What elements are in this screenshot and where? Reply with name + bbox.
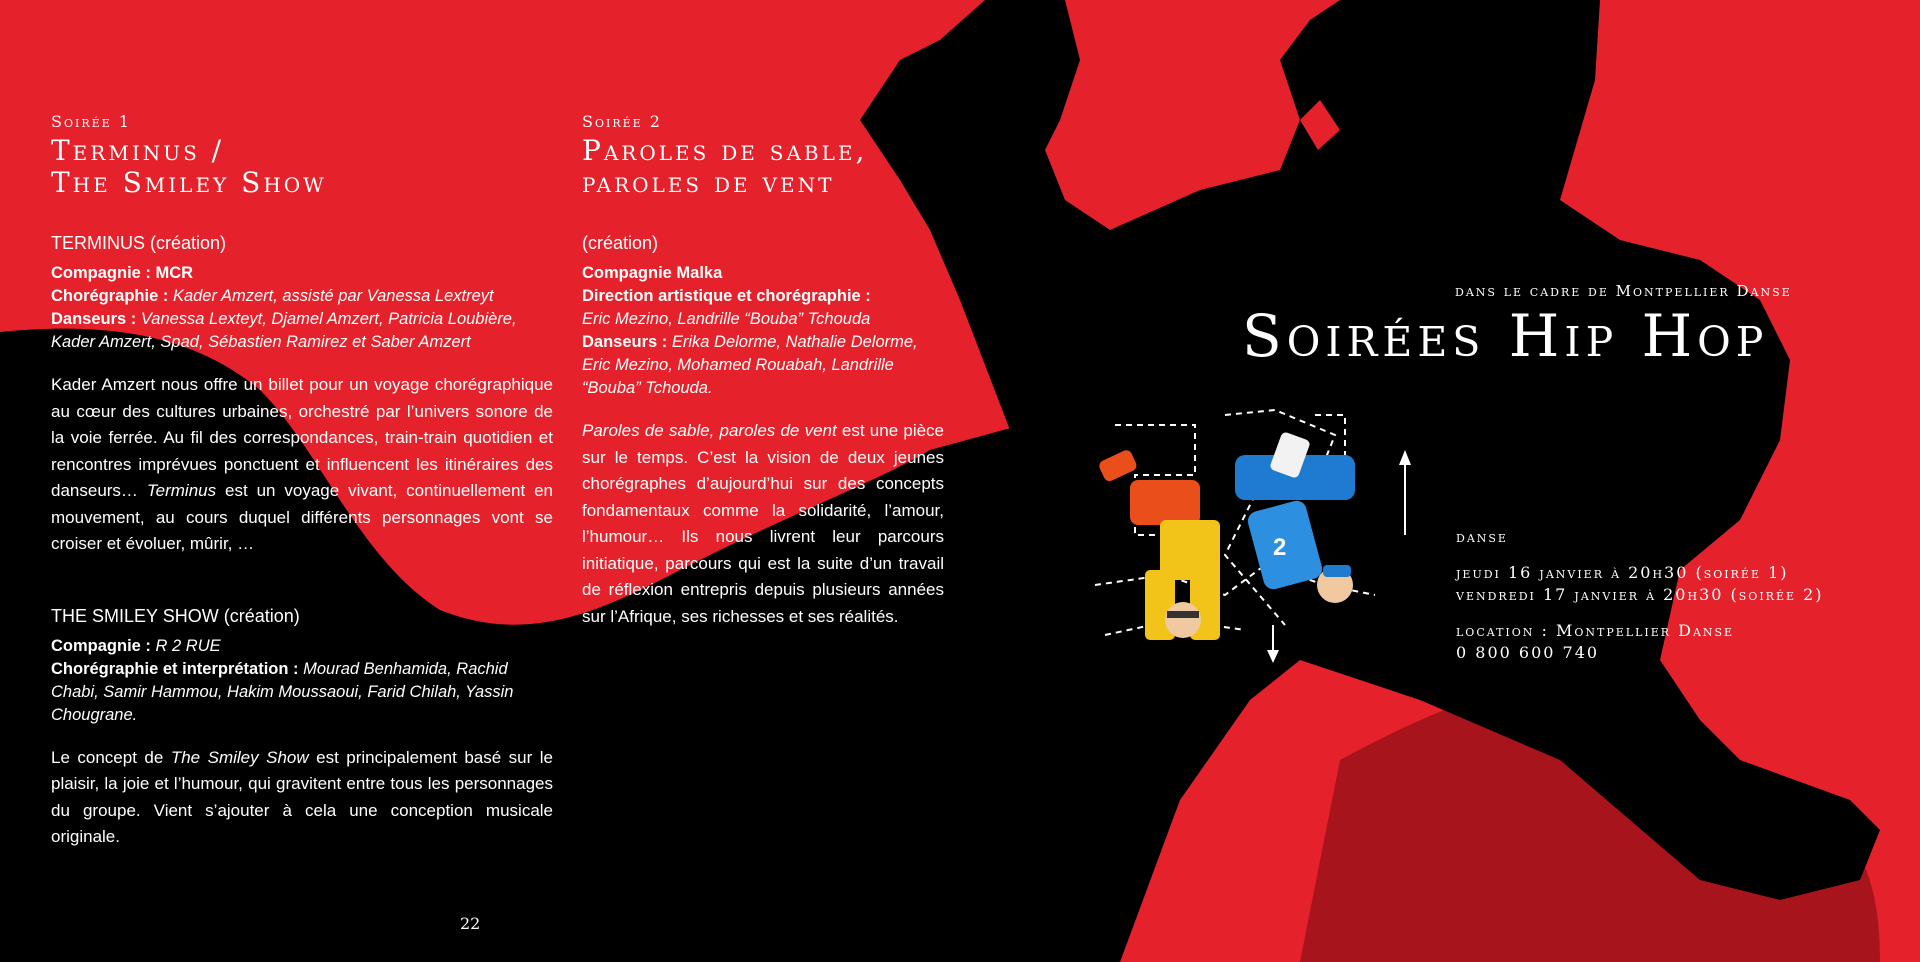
soiree1-title: Terminus / The Smiley Show — [51, 134, 327, 199]
page-number: 22 — [460, 914, 481, 933]
smiley-credits: Compagnie : R 2 RUE Chorégraphie et interprétation : Mourad Benhamida, Rachid Chabi, Samir Hammou, Hakim Moussaoui, Farid Chilah, Yassin Chougrane. — [51, 636, 514, 724]
soiree2-credits: Compagnie Malka Direction artistique et chorégraphie : Eric Mezino, Landrille “Bouba” Tchouda Danseurs : Erika Delorme, Nathalie Delorme, Eric Mezino, Mohamed Rouabah, Landrille “Bouba” Tchouda. — [582, 264, 918, 397]
date-line-1: jeudi 16 janvier à 20h30 (soirée 1) — [1456, 563, 1789, 582]
soiree2-description: Paroles de sable, paroles de vent est une pièce sur le temps. C’est la vision de deux jeunes chorégraphes d’aujourd’hui sur des concepts fondamentaux comme la solidarité, l’amour, l’humour… Ils nous livrent leur parcours initiatique, parcours qui est la suite d’un travail de réflexion entrepris depuis plusieurs années sur l’Afrique, ses richesses et ses réalités. — [582, 421, 944, 626]
terminus-heading: TERMINUS (création) — [51, 233, 227, 253]
smiley-description: Le concept de The Smiley Show est principalement basé sur le plaisir, la joie et l’humour, qui gravitent entre tous les personnages du groupe. Vient s’ajouter à cela une conception musicale originale. — [51, 747, 554, 846]
soiree2-title: Paroles de sable, paroles de vent — [582, 134, 868, 199]
terminus-credits: Compagnie : MCR Chorégraphie : Kader Amzert, assisté par Vanessa Lextreyt Danseurs : Vanessa Lexteyt, Djamel Amzert, Patricia Loubière, Kader Amzert, Spad, Sébastien Ramirez et Saber Amzert — [51, 264, 517, 351]
soiree2-column — [582, 112, 944, 630]
location-line: location : Montpellier Danse — [1456, 621, 1735, 640]
smiley-heading: THE SMILEY SHOW (création) — [51, 605, 300, 626]
soiree1-column — [51, 112, 553, 851]
svg-text:2: 2 — [1273, 534, 1287, 561]
category-label: danse — [1456, 527, 1508, 546]
soiree2-label: Soirée 2 — [582, 112, 662, 131]
context-line: dans le cadre de Montpellier Danse — [1455, 282, 1792, 300]
event-info — [1456, 526, 1824, 664]
terminus-description: Kader Amzert nous offre un billet pour un voyage chorégraphique au cœur des cultures urbaines, orchestré par l’univers sonore de la voie ferrée. Au fil des correspondances, train-train quotidien et rencontres imprévues ponctuent et influencent les itinéraires des danseurs… Terminus est un voyage vivant, continuellement en mouvement, au cours duquel différents personnages vont se croiser et évoluer, mûrir, … — [51, 375, 553, 553]
soiree1-label: Soirée 1 — [51, 112, 131, 131]
soiree2-note: (création) — [582, 233, 659, 253]
dancers-illustration-icon — [1075, 395, 1415, 675]
date-line-2: vendredi 17 janvier à 20h30 (soirée 2) — [1456, 585, 1824, 604]
phone-line: 0 800 600 740 — [1456, 643, 1600, 662]
main-title: Soirées Hip Hop — [1242, 302, 1769, 370]
